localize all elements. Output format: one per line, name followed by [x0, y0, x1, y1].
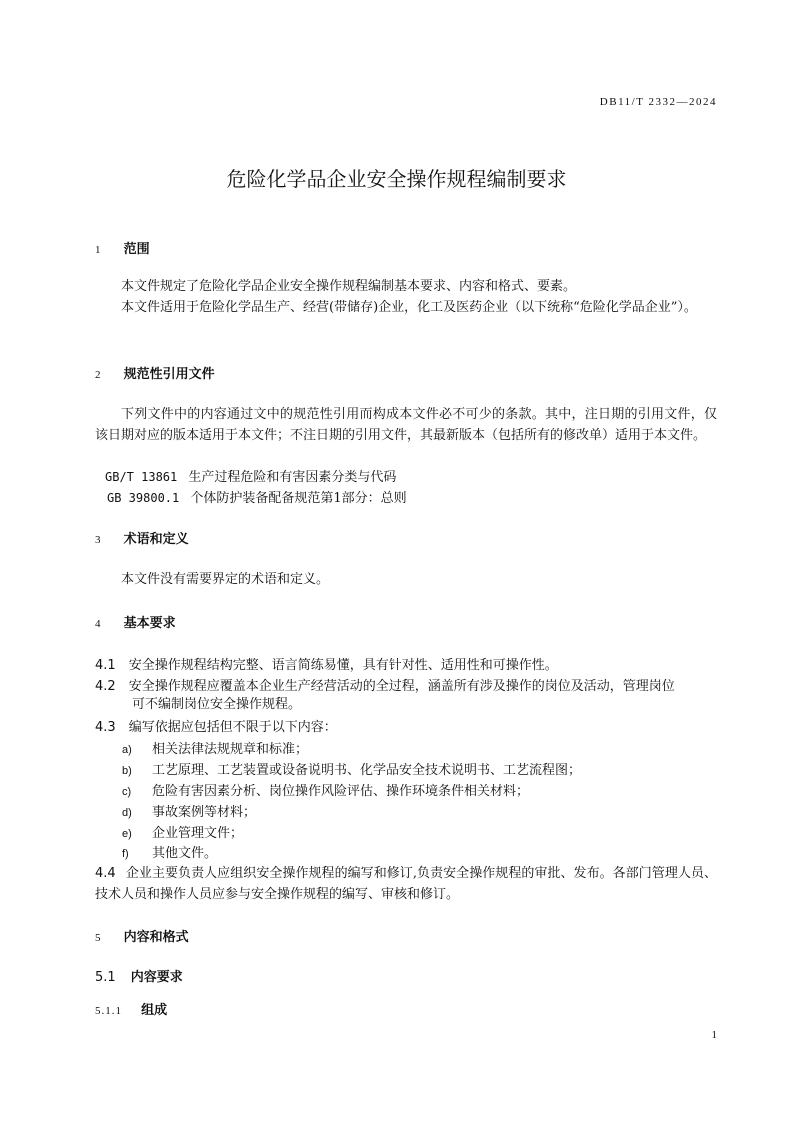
list-label: a)	[122, 744, 132, 756]
normative-reference	[105, 466, 396, 488]
list-item	[122, 842, 217, 864]
section-title: 基本要求	[123, 616, 176, 631]
clause-text-continued: 可不编制岗位安全操作规程。	[132, 697, 302, 712]
section-number: 1	[95, 244, 101, 256]
clause-title: 内容要求	[130, 970, 183, 985]
section-title: 范围	[123, 242, 150, 257]
clause-4-1	[95, 654, 558, 676]
section-number: 2	[95, 369, 101, 381]
section-number: 4	[95, 618, 101, 630]
list-item	[122, 822, 243, 844]
section-1-heading	[95, 238, 150, 257]
section-title: 术语和定义	[123, 532, 189, 547]
section-5-heading	[95, 926, 189, 945]
section-4-heading	[95, 612, 176, 631]
list-label: d)	[122, 807, 132, 819]
clause-5-1	[95, 966, 183, 985]
clause-4-2	[95, 675, 675, 697]
list-item	[122, 759, 581, 781]
section-number: 3	[95, 534, 101, 546]
list-text: 工艺原理、工艺装置或设备说明书、化学品安全技术说明书、工艺流程图；	[152, 763, 582, 778]
clause-number: 4.4	[95, 866, 116, 881]
list-label: c)	[122, 786, 132, 798]
clause-4-3	[95, 716, 337, 738]
list-text: 相关法律法规规章和标准；	[152, 742, 309, 757]
list-text: 企业管理文件；	[152, 826, 244, 841]
clause-text: 企业主要负责人应组织安全操作规程的编写和修订,负责安全操作规程的审批、发布。各部门管理人员、技术人员和操作人员应参与安全操作规程的编写、审核和修订。	[95, 866, 717, 902]
list-item	[122, 780, 529, 802]
clause-number: 4.1	[95, 658, 116, 673]
clause-number: 5.1.1	[95, 1005, 122, 1017]
clause-text: 安全操作规程结构完整、语言简练易懂，具有针对性、适用性和可操作性。	[128, 658, 558, 673]
paragraph: 本文件适用于危险化学品生产、经营(带储存)企业，化工及医药企业（以下统称“危险化学品企业”）。	[121, 300, 697, 315]
clause-text: 编写依据应包括但不限于以下内容：	[128, 720, 337, 735]
reference-code: GB/T 13861	[105, 470, 178, 484]
paragraph: 本文件没有需要界定的术语和定义。	[121, 572, 330, 587]
normative-reference	[107, 487, 407, 509]
reference-title: 个体防护装备配备规范第1部分：总则	[190, 491, 407, 506]
clause-number: 4.2	[95, 679, 116, 694]
clause-number: 5.1	[95, 970, 116, 985]
clause-number: 4.3	[95, 720, 116, 735]
reference-title: 生产过程危险和有害因素分类与代码	[188, 470, 397, 485]
list-text: 其他文件。	[152, 846, 218, 861]
clause-5-1-1	[95, 999, 167, 1018]
section-3-heading	[95, 528, 189, 547]
list-text: 事故案例等材料；	[152, 805, 257, 820]
list-label: f)	[122, 848, 129, 860]
list-text: 危险有害因素分析、岗位操作风险评估、操作环境条件相关材料；	[152, 784, 530, 799]
clause-title: 组成	[141, 1003, 168, 1018]
list-item	[122, 738, 308, 760]
list-label: e)	[122, 828, 132, 840]
paragraph: 下列文件中的内容通过文中的规范性引用而构成本文件必不可少的条款。其中，注日期的引用文件，仅该日期对应的版本适用于本文件；不注日期的引用文件，其最新版本（包括所有的修改单）适用于本文件。	[95, 407, 717, 443]
page-number: 1	[711, 1029, 717, 1041]
section-title: 内容和格式	[123, 930, 189, 945]
section-number: 5	[95, 932, 101, 944]
section-title: 规范性引用文件	[123, 367, 215, 382]
document-number: DB11/T 2332—2024	[599, 96, 717, 108]
paragraph: 本文件规定了危险化学品企业安全操作规程编制基本要求、内容和格式、要素。	[121, 279, 577, 294]
list-label: b)	[122, 765, 132, 777]
clause-4-4	[95, 863, 717, 905]
reference-code: GB 39800.1	[107, 491, 180, 505]
section-2-heading	[95, 363, 215, 382]
list-item	[122, 801, 256, 823]
document-title: 危险化学品企业安全操作规程编制要求	[226, 167, 567, 191]
clause-text: 安全操作规程应覆盖本企业生产经营活动的全过程，涵盖所有涉及操作的岗位及活动，管理岗位	[128, 679, 675, 694]
